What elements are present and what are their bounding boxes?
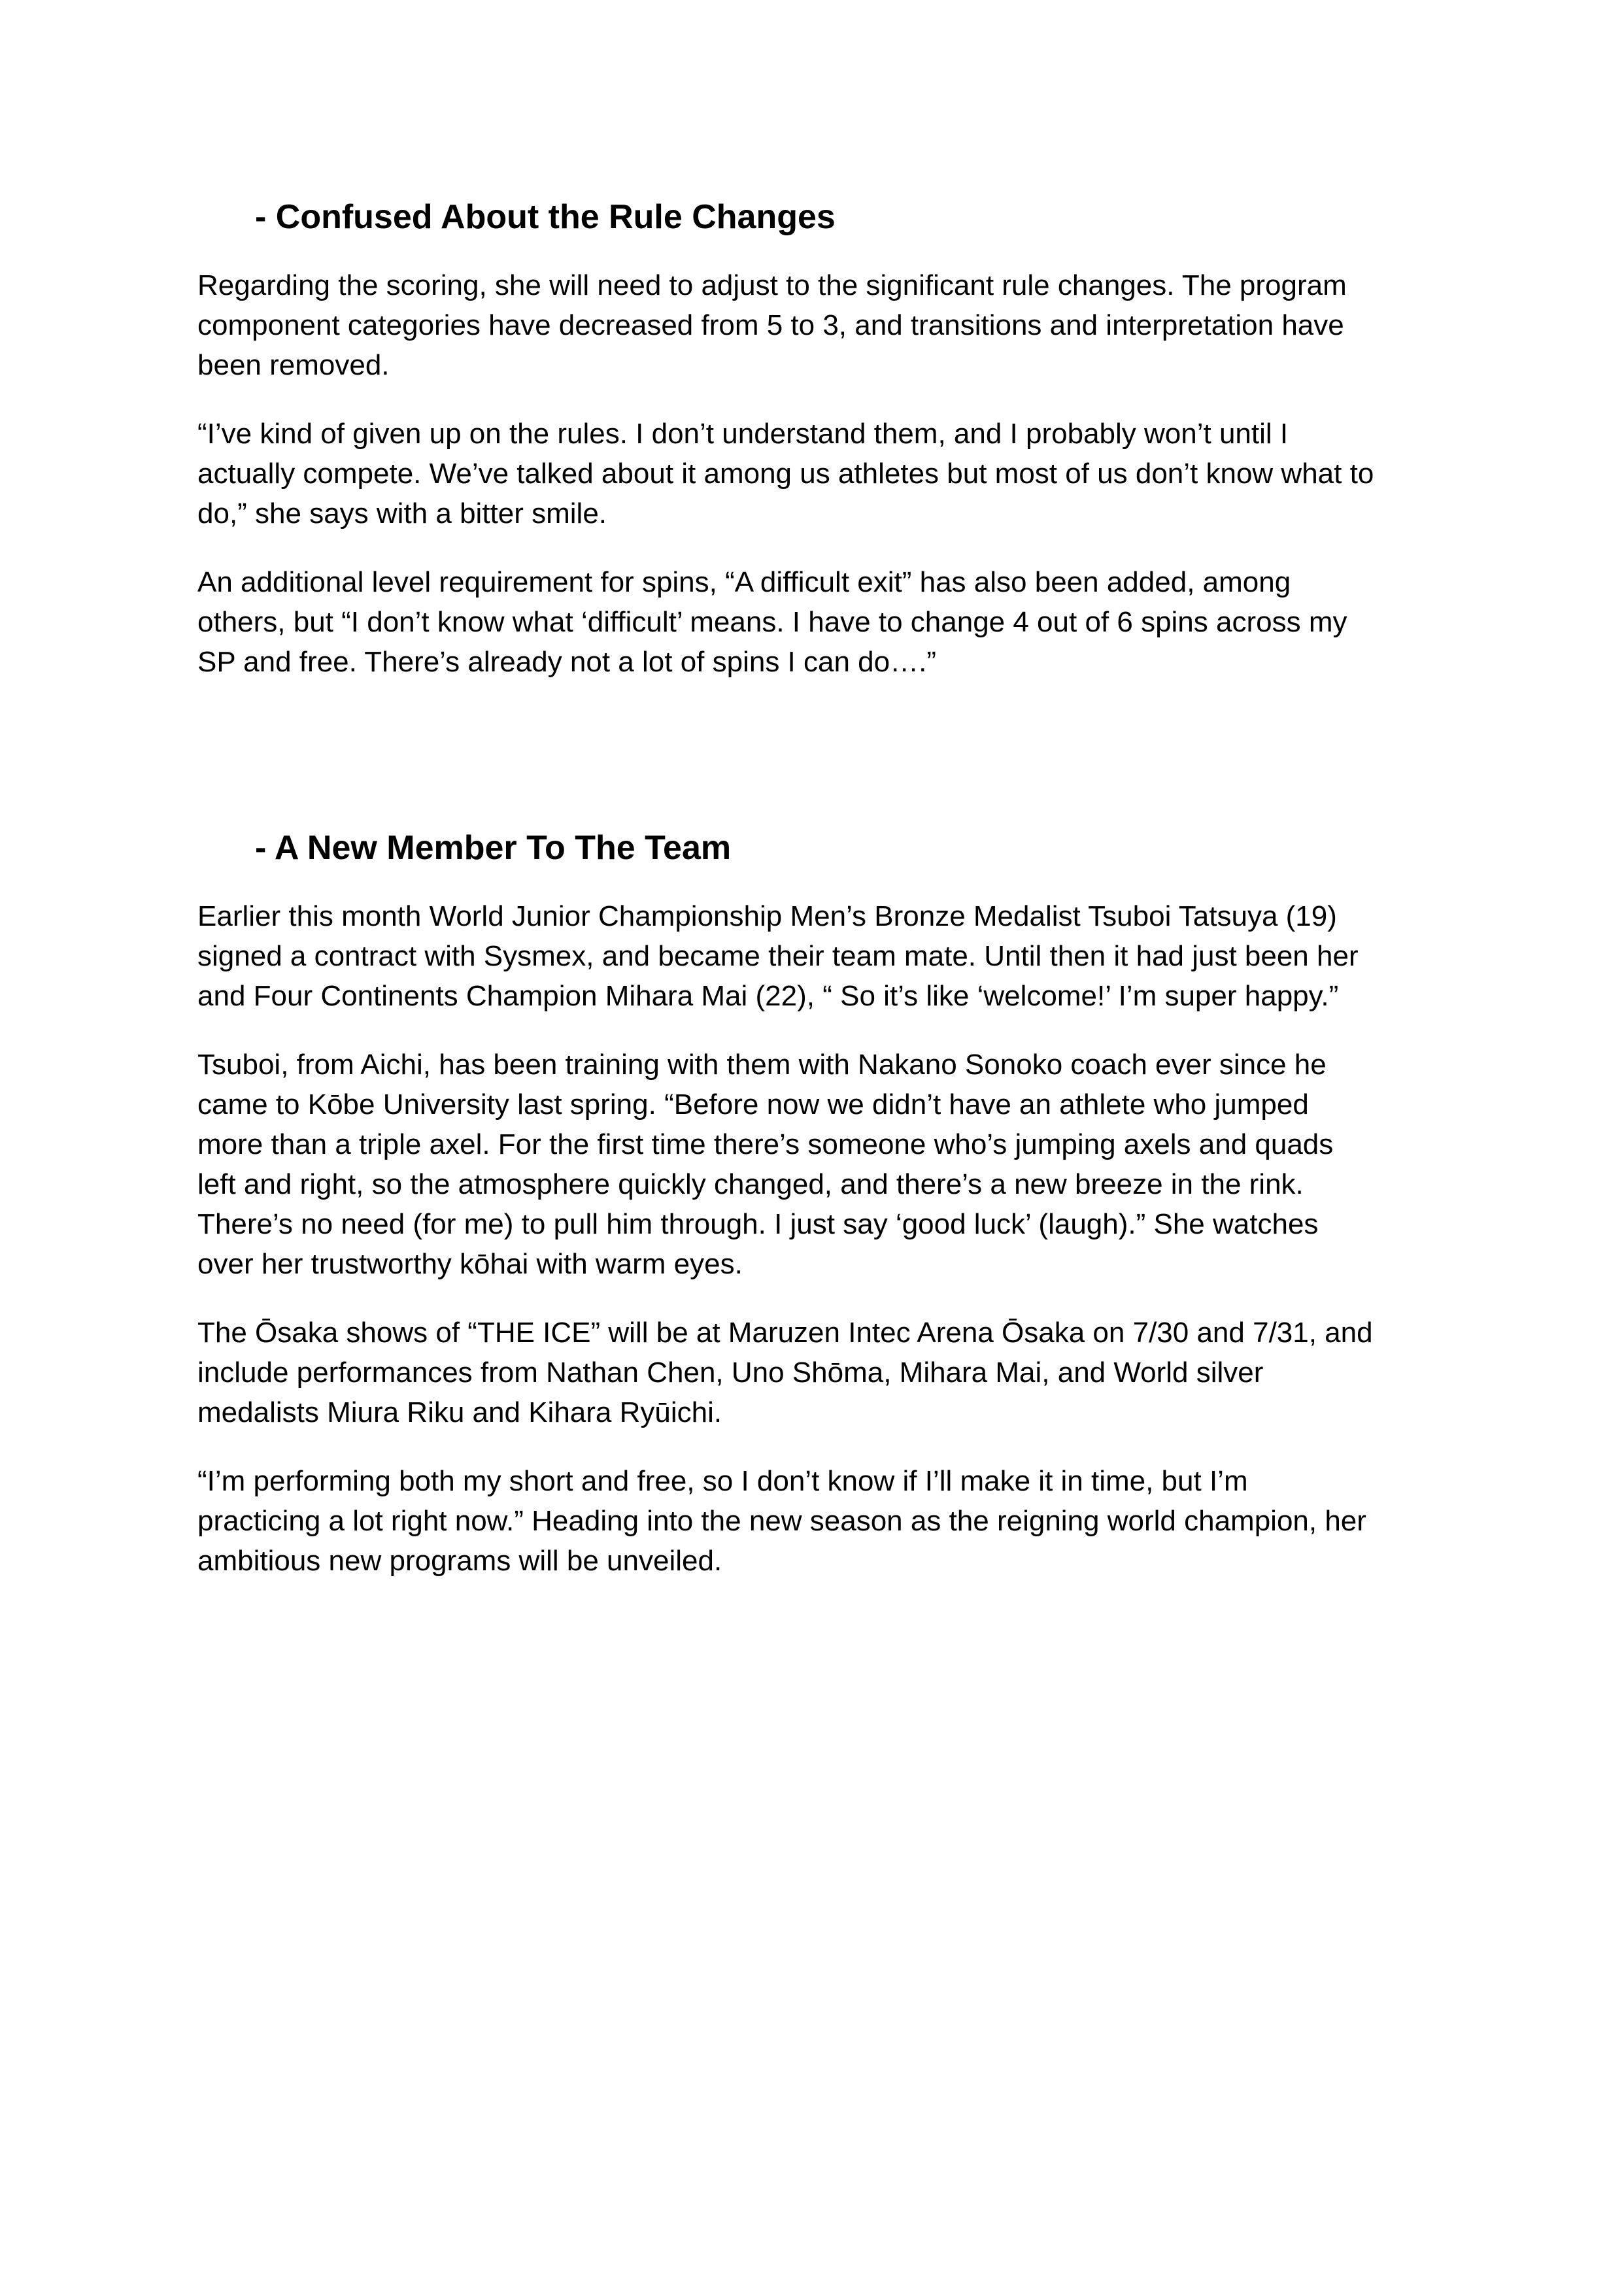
section-heading: - Confused About the Rule Changes (255, 198, 836, 236)
section-rule-changes (197, 194, 1453, 682)
paragraph: Tsuboi, from Aichi, has been training with them with Nakano Sonoko coach ever since he came to Kōbe University last spring. “Before now we didn’t have an athlete who jumped more than a triple axel. For the first time there’s someone who’s jumping axels and quads left and right, so the atmosphere quickly changed, and there’s a new breeze in the rink. There’s no need (for me) to pull him through. I just say ‘good luck’ (laugh).” She watches over her trustworthy kōhai with warm eyes. (197, 1049, 1334, 1280)
document-body (197, 194, 1453, 1610)
paragraph: “I’m performing both my short and free, so I don’t know if I’ll make it in time, but I’m practicing a lot right now.” Heading into the new season as the reigning world champion, her ambitious new programs will be unveiled. (197, 1465, 1366, 1577)
section-heading: - A New Member To The Team (255, 829, 732, 867)
section-spacer (197, 711, 1453, 824)
paragraph: The Ōsaka shows of “THE ICE” will be at Maruzen Intec Arena Ōsaka on 7/30 and 7/31, and include performances from Nathan Chen, Uno Shōma, Mihara Mai, and World silver medalists Miura Riku and Kihara Ryūichi. (197, 1317, 1373, 1428)
paragraph: Earlier this month World Junior Championship Men’s Bronze Medalist Tsuboi Tatsuya (19) signed a contract with Sysmex, and became their team mate. Until then it had just been her and Four Continents Champion Mihara Mai (22), “ So it’s like ‘welcome!’ I’m super happy.” (197, 900, 1359, 1012)
paragraph: Regarding the scoring, she will need to adjust to the significant rule changes. The program component categories have decreased from 5 to 3, and transitions and interpretation have been removed. (197, 269, 1347, 381)
paragraph: “I’ve kind of given up on the rules. I don’t understand them, and I probably won’t until I actually compete. We’ve talked about it among us athletes but most of us don’t know what to do,” she says with a bitter smile. (197, 418, 1374, 530)
paragraph: An additional level requirement for spins, “A difficult exit” has also been added, among others, but “I don’t know what ‘difficult’ means. I have to change 4 out of 6 spins across my SP and free. There’s already not a lot of spins I can do….” (197, 566, 1347, 678)
section-new-member (197, 824, 1453, 1581)
